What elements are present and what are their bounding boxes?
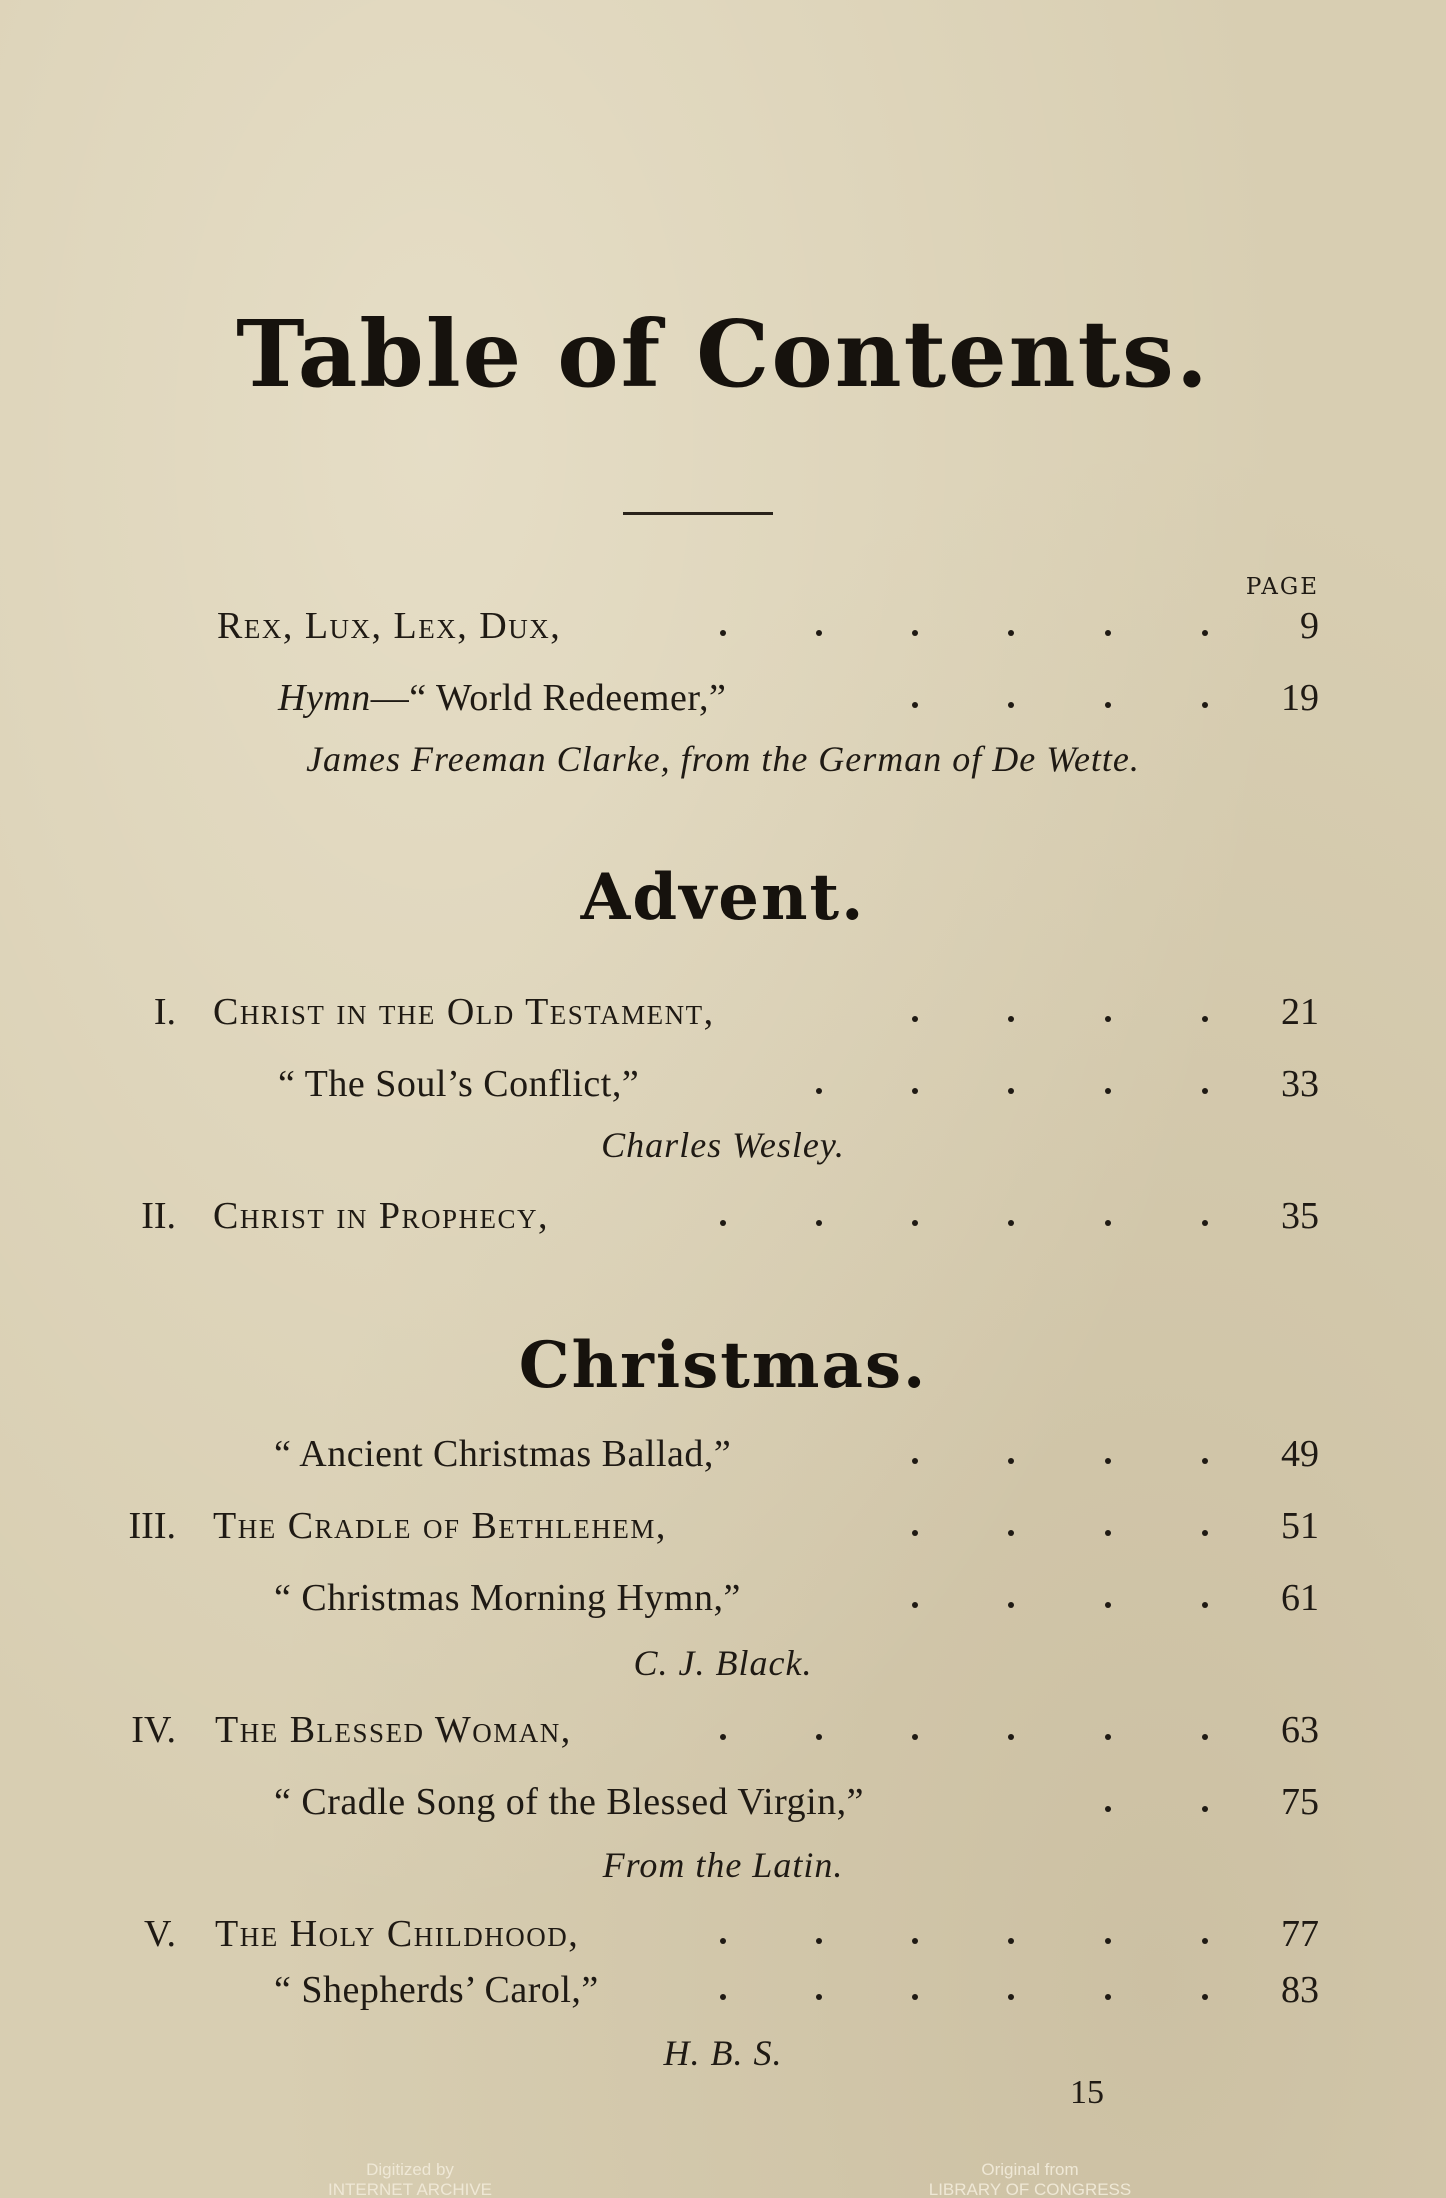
leader-dots: [0, 1912, 1446, 1972]
section-heading-advent: Advent.: [580, 860, 866, 935]
leader-dot: [1008, 630, 1014, 636]
entry-page-number: 51: [1281, 1505, 1319, 1547]
leader-dots: [0, 1576, 1446, 1636]
leader-dot: [1202, 1602, 1208, 1608]
toc-entry: [0, 1194, 1446, 1254]
entry-author: James Freeman Clarke, from the German of De Wette.: [306, 739, 1140, 779]
entry-page-number: 83: [1281, 1969, 1319, 2011]
leader-dot: [1008, 1220, 1014, 1226]
leader-dot: [720, 1734, 726, 1740]
entry-roman-numeral: IV.: [131, 1709, 176, 1751]
leader-dot: [816, 1220, 822, 1226]
leader-dot: [1202, 1530, 1208, 1536]
title-divider: [623, 512, 773, 515]
page-column-header: PAGE: [1245, 574, 1319, 600]
leader-dot: [1105, 1734, 1111, 1740]
leader-dot: [1105, 1530, 1111, 1536]
entry-page-number: 9: [1300, 605, 1319, 647]
footer-original-from: [900, 2160, 1160, 2198]
toc-entry: [0, 676, 1446, 736]
leader-dots: [0, 1708, 1446, 1768]
leader-dot: [1202, 1938, 1208, 1944]
toc-entry: [0, 604, 1446, 664]
leader-dot: [912, 1530, 918, 1536]
leader-dot: [816, 1994, 822, 2000]
entry-label: “ Cradle Song of the Blessed Virgin,”: [274, 1781, 865, 1823]
toc-entry: [0, 990, 1446, 1050]
leader-dot: [816, 1938, 822, 1944]
leader-dot: [1105, 702, 1111, 708]
entry-page-number: 75: [1281, 1781, 1319, 1823]
leader-dot: [1202, 1734, 1208, 1740]
leader-dots: [0, 990, 1446, 1050]
toc-entry: [0, 1062, 1446, 1122]
entry-label-text: —“ World Redeemer,”: [370, 677, 727, 719]
leader-dot: [1202, 1994, 1208, 2000]
leader-dot: [1105, 1806, 1111, 1812]
entry-roman-numeral: III.: [128, 1505, 176, 1547]
leader-dot: [720, 1994, 726, 2000]
leader-dot: [1105, 1994, 1111, 2000]
entry-author: From the Latin.: [602, 1845, 844, 1885]
entry-label: “ Christmas Morning Hymn,”: [274, 1577, 741, 1619]
footer-line: LIBRARY OF CONGRESS: [928, 2180, 1132, 2198]
leader-dot: [1008, 1938, 1014, 1944]
toc-entry: [0, 1968, 1446, 2028]
leader-dot: [1202, 1806, 1208, 1812]
leader-dot: [1202, 1016, 1208, 1022]
entry-roman-numeral: II.: [141, 1195, 176, 1237]
section-heading-christmas: Christmas.: [518, 1328, 928, 1403]
entry-label: The Holy Childhood,: [215, 1913, 580, 1955]
entry-roman-numeral: I.: [153, 991, 176, 1033]
leader-dot: [1008, 702, 1014, 708]
leader-dot: [1008, 1016, 1014, 1022]
leader-dot: [816, 630, 822, 636]
entry-label: “ The Soul’s Conflict,”: [278, 1063, 640, 1105]
entry-label: The Cradle of Bethlehem,: [213, 1505, 667, 1547]
entry-page-number: 61: [1281, 1577, 1319, 1619]
footer-line: INTERNET ARCHIVE: [327, 2180, 493, 2198]
entry-label: The Blessed Woman,: [215, 1709, 572, 1751]
toc-entry: [0, 1912, 1446, 1972]
leader-dot: [720, 1220, 726, 1226]
page-folio-number: 15: [1070, 2074, 1104, 2111]
leader-dots: [0, 1504, 1446, 1564]
entry-page-number: 19: [1281, 677, 1319, 719]
leader-dot: [1008, 1530, 1014, 1536]
leader-dots: [0, 676, 1446, 736]
leader-dot: [1105, 1602, 1111, 1608]
leader-dots: [0, 604, 1446, 664]
entry-author: H. B. S.: [663, 2033, 783, 2073]
entry-label: “ Ancient Christmas Ballad,”: [274, 1433, 732, 1475]
leader-dot: [1105, 1938, 1111, 1944]
leader-dots: [0, 1194, 1446, 1254]
leader-dots: [0, 1432, 1446, 1492]
leader-dot: [1105, 1088, 1111, 1094]
toc-entry: [0, 1780, 1446, 1840]
leader-dot: [1008, 1602, 1014, 1608]
entry-page-number: 77: [1281, 1913, 1319, 1955]
leader-dot: [912, 1220, 918, 1226]
entry-page-number: 33: [1281, 1063, 1319, 1105]
page-title: Table of Contents.: [236, 300, 1210, 408]
leader-dots: [0, 1062, 1446, 1122]
leader-dot: [1105, 1458, 1111, 1464]
toc-entry: [0, 1708, 1446, 1768]
entry-page-number: 35: [1281, 1195, 1319, 1237]
entry-label: Rex, Lux, Lex, Dux,: [217, 605, 562, 647]
leader-dot: [912, 1734, 918, 1740]
leader-dot: [1105, 630, 1111, 636]
leader-dot: [912, 1016, 918, 1022]
toc-entry: [0, 1504, 1446, 1564]
leader-dot: [1008, 1088, 1014, 1094]
leader-dot: [1008, 1458, 1014, 1464]
entry-author: C. J. Black.: [633, 1643, 813, 1683]
footer-line: Digitized by: [366, 2160, 454, 2179]
entry-roman-numeral: V.: [143, 1913, 176, 1955]
leader-dot: [912, 1088, 918, 1094]
entry-author: Charles Wesley.: [601, 1125, 845, 1165]
leader-dot: [1105, 1016, 1111, 1022]
leader-dot: [1202, 1220, 1208, 1226]
entry-page-number: 21: [1281, 991, 1319, 1033]
entry-page-number: 63: [1281, 1709, 1319, 1751]
leader-dot: [720, 1938, 726, 1944]
leader-dot: [912, 630, 918, 636]
leader-dot: [912, 1938, 918, 1944]
leader-dot: [816, 1088, 822, 1094]
leader-dot: [816, 1734, 822, 1740]
leader-dot: [1008, 1734, 1014, 1740]
entry-label: Christ in the Old Testament,: [213, 991, 715, 1033]
entry-label: “ Shepherds’ Carol,”: [274, 1969, 599, 2011]
leader-dot: [720, 630, 726, 636]
leader-dot: [1202, 702, 1208, 708]
leader-dot: [912, 1994, 918, 2000]
toc-entry: [0, 1576, 1446, 1636]
leader-dot: [1008, 1994, 1014, 2000]
leader-dots: [0, 1968, 1446, 2028]
leader-dot: [1105, 1220, 1111, 1226]
leader-dot: [1202, 1458, 1208, 1464]
leader-dot: [1202, 630, 1208, 636]
leader-dot: [912, 702, 918, 708]
entry-page-number: 49: [1281, 1433, 1319, 1475]
entry-label: Christ in Prophecy,: [213, 1195, 549, 1237]
leader-dots: [0, 1780, 1446, 1840]
footer-digitized-by: [300, 2160, 520, 2198]
leader-dot: [912, 1458, 918, 1464]
leader-dot: [1202, 1088, 1208, 1094]
footer-line: Original from: [981, 2160, 1079, 2179]
leader-dot: [912, 1602, 918, 1608]
entry-label-italic: Hymn: [278, 677, 371, 719]
toc-entry: [0, 1432, 1446, 1492]
